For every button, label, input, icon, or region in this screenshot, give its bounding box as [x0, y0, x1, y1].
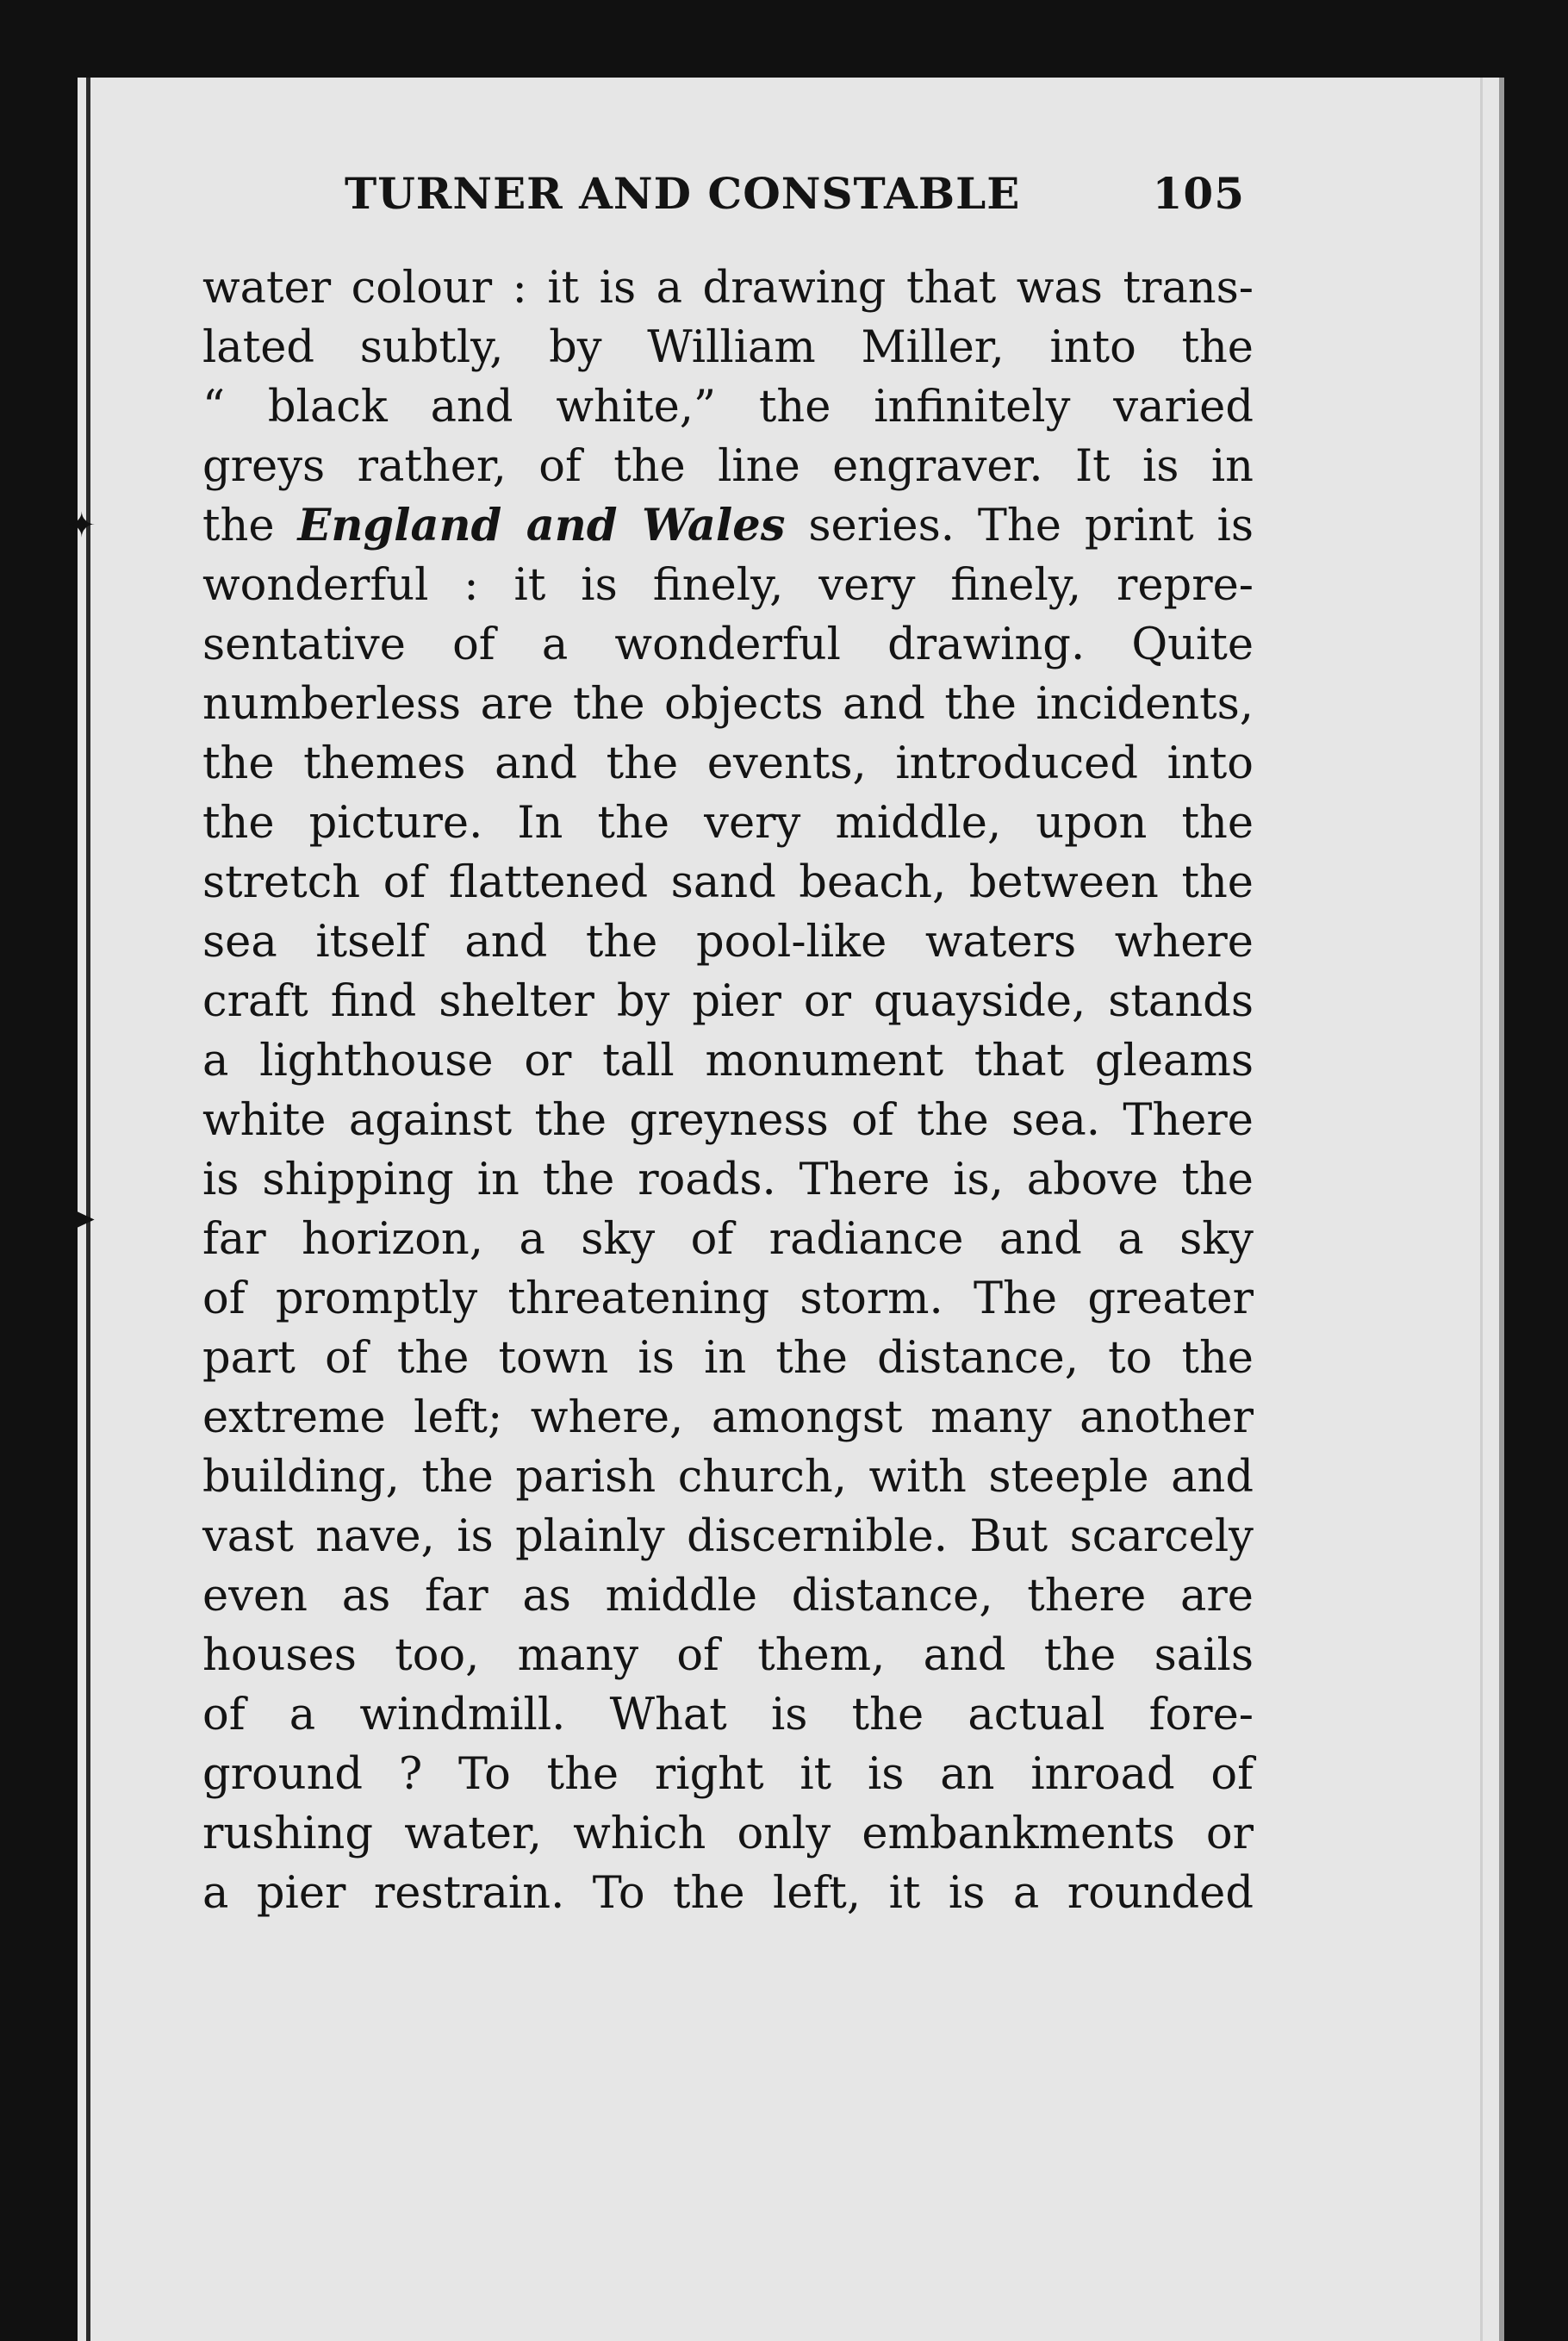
text-line: the themes and the events, introduced into	[202, 738, 1254, 789]
body-text	[202, 258, 1254, 1923]
text-line-with-italic-title	[202, 496, 1254, 556]
text-fragment: the	[202, 501, 298, 551]
text-line: sentative of a wonderful drawing. Quite	[202, 619, 1254, 670]
text-fragment: series. The print is	[785, 501, 1254, 551]
text-line: water colour : it is a drawing that was trans-	[202, 263, 1254, 314]
text-line: even as far as middle distance, there are	[202, 1571, 1254, 1622]
running-head-title: TURNER AND CONSTABLE	[345, 168, 1021, 219]
page-number: 105	[1152, 168, 1245, 219]
italic-series-title: England and Wales	[297, 500, 786, 551]
text-line: craft find shelter by pier or quayside, stands	[202, 976, 1254, 1027]
text-line: white against the greyness of the sea. There	[202, 1095, 1254, 1146]
text-line: a lighthouse or tall monument that gleams	[202, 1036, 1254, 1086]
text-line: sea itself and the pool-like waters where	[202, 917, 1254, 968]
text-line: far horizon, a sky of radiance and a sky	[202, 1214, 1254, 1265]
text-line: greys rather, of the line engraver. It is in	[202, 441, 1254, 492]
text-line: the picture. In the very middle, upon the	[202, 798, 1254, 849]
text-line: wonderful : it is finely, very finely, repre-	[202, 560, 1254, 611]
binding-mark-arrow-icon: ➤	[67, 1199, 96, 1239]
text-line: lated subtly, by William Miller, into the	[202, 322, 1254, 373]
text-line: a pier restrain. To the left, it is a rounded	[202, 1868, 1254, 1919]
text-line: part of the town is in the distance, to the	[202, 1333, 1254, 1384]
text-line: houses too, many of them, and the sails	[202, 1630, 1254, 1681]
text-line: vast nave, is plainly discernible. But scarcely	[202, 1511, 1254, 1562]
text-line: stretch of flattened sand beach, between the	[202, 857, 1254, 908]
running-head	[345, 168, 1245, 219]
text-line: of promptly threatening storm. The greater	[202, 1273, 1254, 1324]
text-line: building, the parish church, with steeple and	[202, 1452, 1254, 1503]
text-line: “ black and white,” the infinitely varied	[202, 382, 1254, 433]
text-line: ground ? To the right it is an inroad of	[202, 1749, 1254, 1800]
page-edge-shadow	[1480, 78, 1483, 2341]
text-line: extreme left; where, amongst many another	[202, 1392, 1254, 1443]
text-line: numberless are the objects and the incidents,	[202, 679, 1254, 730]
text-line: is shipping in the roads. There is, above the	[202, 1155, 1254, 1205]
page-right-edge	[1499, 78, 1504, 2341]
text-line: of a windmill. What is the actual fore-	[202, 1690, 1254, 1740]
text-line: rushing water, which only embankments or	[202, 1809, 1254, 1859]
binding-mark-arrow-icon: ✦	[67, 506, 96, 545]
